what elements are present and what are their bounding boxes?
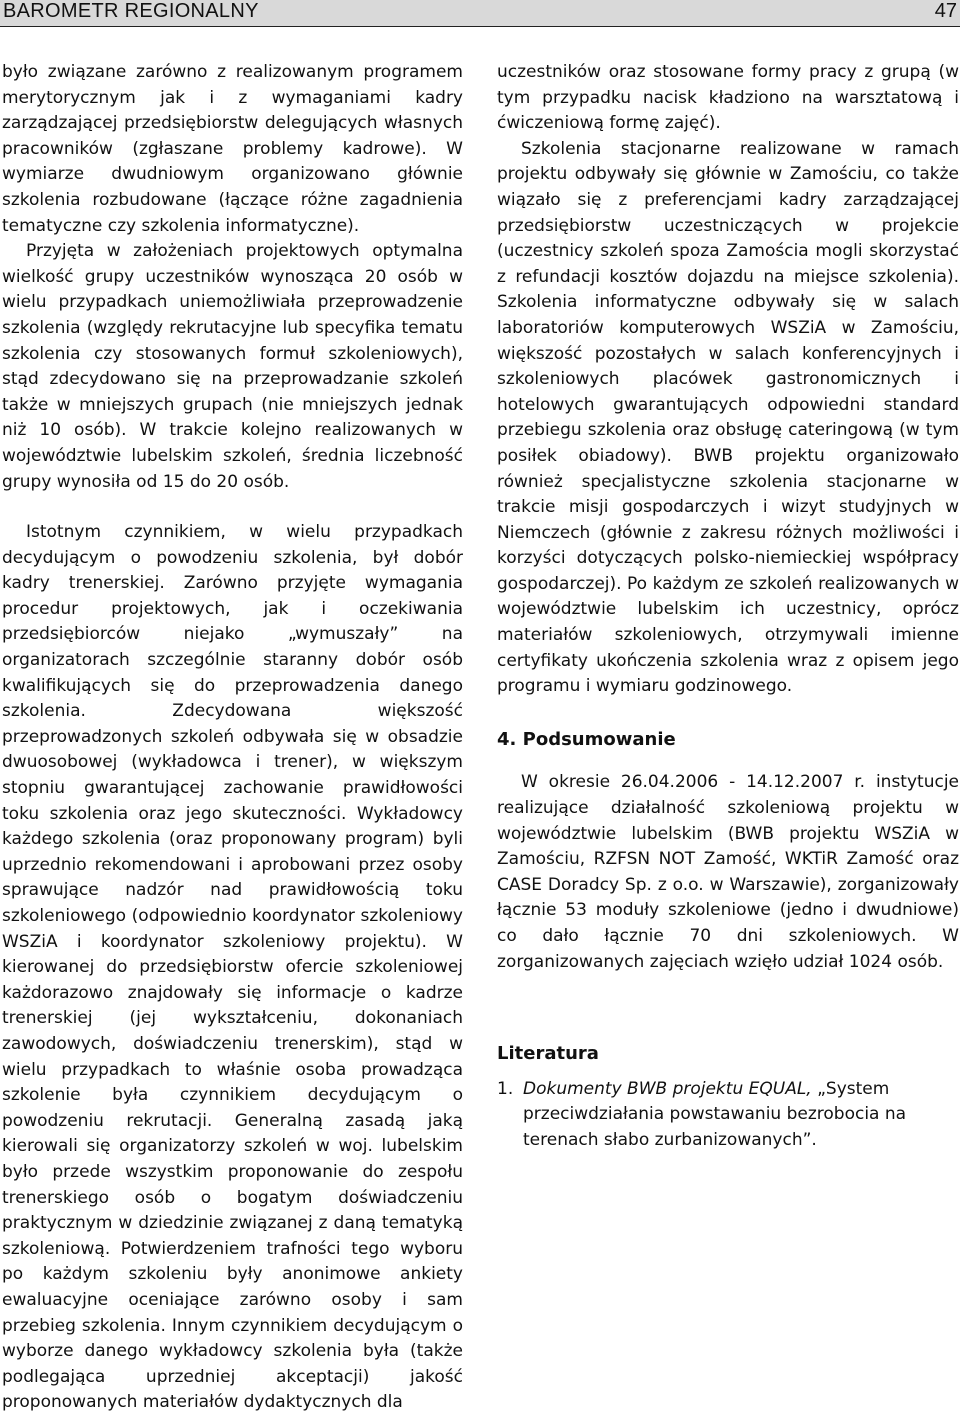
summary-paragraph: W okresie 26.04.2006 - 14.12.2007 r. instytucje realizujące działalność szkoleniową projektu w województwie lubelskim (BWB projektu WSZiA w Zamościu, RZFSN NOT Zamość, WKTiR Zamość oraz CASE Doradcy Sp. z o.o. w Warszawie), zorganizowały łącznie 53 moduły szkoleniowe (jedno i dwudniowe) co dało łącznie 70 dni szkoleniowych. W zorganizowanych zajęciach wzięło udział 1024 osób.: [497, 772, 959, 972]
literature-number: 1.: [497, 1078, 514, 1099]
literature-item: [497, 1077, 959, 1154]
literature-rest: „System przeciwdziałania powstawaniu bezrobocia na terenach słabo zurbanizowanych”.: [523, 1078, 907, 1150]
literature-title: Dokumenty BWB projektu EQUAL,: [523, 1078, 812, 1099]
literature-entry: [523, 1077, 959, 1154]
paragraph: było związane zarówno z realizowanym programem merytorycznym jak i z wymaganiami kadry zarządzającej przedsiębiorstw delegujących własnych pracowników (zgłaszane problemy kadrowe). W wymiarze dwudniowym organizowano głównie szkolenia rozbudowane (łączące różne zagadnienia tematyczne czy szkolenia informatyczne).: [2, 62, 463, 236]
paragraph: Przyjęta w założeniach projektowych optymalna wielkość grupy uczestników wynosząca 20 osób w wielu przypadkach uniemożliwiała przeprowadzenie szkolenia (względy rekrutacyjne lub specyfika tematu szkolenia czy stosowanych formuł szkoleniowych), stąd zdecydowano się na przeprowadzanie szkoleń także w mniejszych grupach (nie mniejszych jednak niż 10 osób). W trakcie kolejno realizowanych w województwie lubelskim szkoleń, średnia liczebność grupy wynosiła od 15 do 20 osób.: [2, 241, 463, 492]
left-column: [2, 60, 463, 1416]
paragraph: Szkolenia stacjonarne realizowane w ramach projektu odbywały się głównie w Zamościu, co także wiązało się z preferencjami kadry zarządzającej przedsiębiorstw uczestniczących w projekcie (uczestnicy szkoleń spoza Zamościa mogli skorzystać z refundacji kosztów dojazdu na miejsce szkolenia). Szkolenia informatyczne odbywały się w salach laboratoriów komputerowych WSZiA w Zamościu, większość pozostałych w salach konferencyjnych i szkoleniowych placówek gastronomicznych i hotelowych gwarantujących odpowiedni standard przebiegu szkolenia oraz obsługę cateringową (w tym posiłek obiadowy). BWB projektu organizowało również specjalistyczne szkolenia stacjonarne w trakcie misji gospodarczych i wizyt studyjnych w Niemczech (głównie z zakresu różnych możliwości i korzyści dotyczących polsko-niemieckiej współpracy gospodarczej). Po każdym ze szkoleń realizowanych w województwie lubelskim ich uczestnicy, oprócz materiałów szkoleniowych, otrzymywali imienne certyfikaty ukończenia szkolenia wraz z opisem jego programu i wymiaru godzinowego.: [497, 138, 959, 697]
literature-heading: Literatura: [497, 1043, 599, 1065]
paragraph: Istotnym czynnikiem, w wielu przypadkach decydującym o powodzeniu szkolenia, był dobór kadry trenerskiej. Zarówno przyjęte wymagania procedur projektowych, jak i oczekiwania przedsiębiorców niejako „wymuszały” na organizatorach szczególnie staranny dobór osób kwalifikujących się do przeprowadzenia danego szkolenia. Zdecydowana większość przeprowadzonych szkoleń odbywała się w obsadzie dwuosobowej (wykładowca i trener), w większym stopniu gwarantującej zachowanie prawidłowości toku szkolenia oraz jego skuteczności. Wykładowcy każdego szkolenia (oraz proponowany program) byli uprzednio rekomendowani i aprobowani przez osoby sprawujące nadzór nad prawidłowością toku szkoleniowego (odpowiednio koordynator szkoleniowy WSZiA i koordynator szkoleniowy projektu). W kierowanej do przedsiębiorstw ofercie szkoleniowej każdorazowo znajdowały się informacje o kadrze trenerskiej (jej wykształceniu, dokonaniach zawodowych, doświadczeniu trenerskim), stąd w wielu przypadkach to właśnie osoba prowadząca szkolenie była czynnikiem decydującym o powodzeniu rekrutacji. Generalną zasadą jaką kierowali się organizatorzy szkoleń w woj. lubelskim było przede wszystkim proponowanie do zespołu trenerskiego osób o bogatym doświadczeniu praktycznym w dziedzinie związanej z daną tematyką szkoleniową. Potwierdzeniem trafności tego wyboru po każdym szkoleniu były anonimowe ankiety ewaluacyjne oceniające zarówno osoby i sam przebieg szkolenia. Innym czynnikiem decydującym o wyborze danego wykładowcy szkolenia była (także podlegająca uprzedniej akceptacji) jakość proponowanych materiałów dydaktycznych dla: [2, 522, 463, 1413]
page-number: 47: [934, 0, 957, 22]
paragraph: uczestników oraz stosowane formy pracy z grupą (w tym przypadku nacisk kładziono na warsztatową i ćwiczeniową formę zajęć).: [497, 62, 959, 134]
running-header: [0, 0, 960, 27]
section-heading: 4. Podsumowanie: [497, 728, 676, 750]
journal-title: BAROMETR REGIONALNY: [3, 0, 259, 22]
right-column: [497, 60, 959, 1154]
